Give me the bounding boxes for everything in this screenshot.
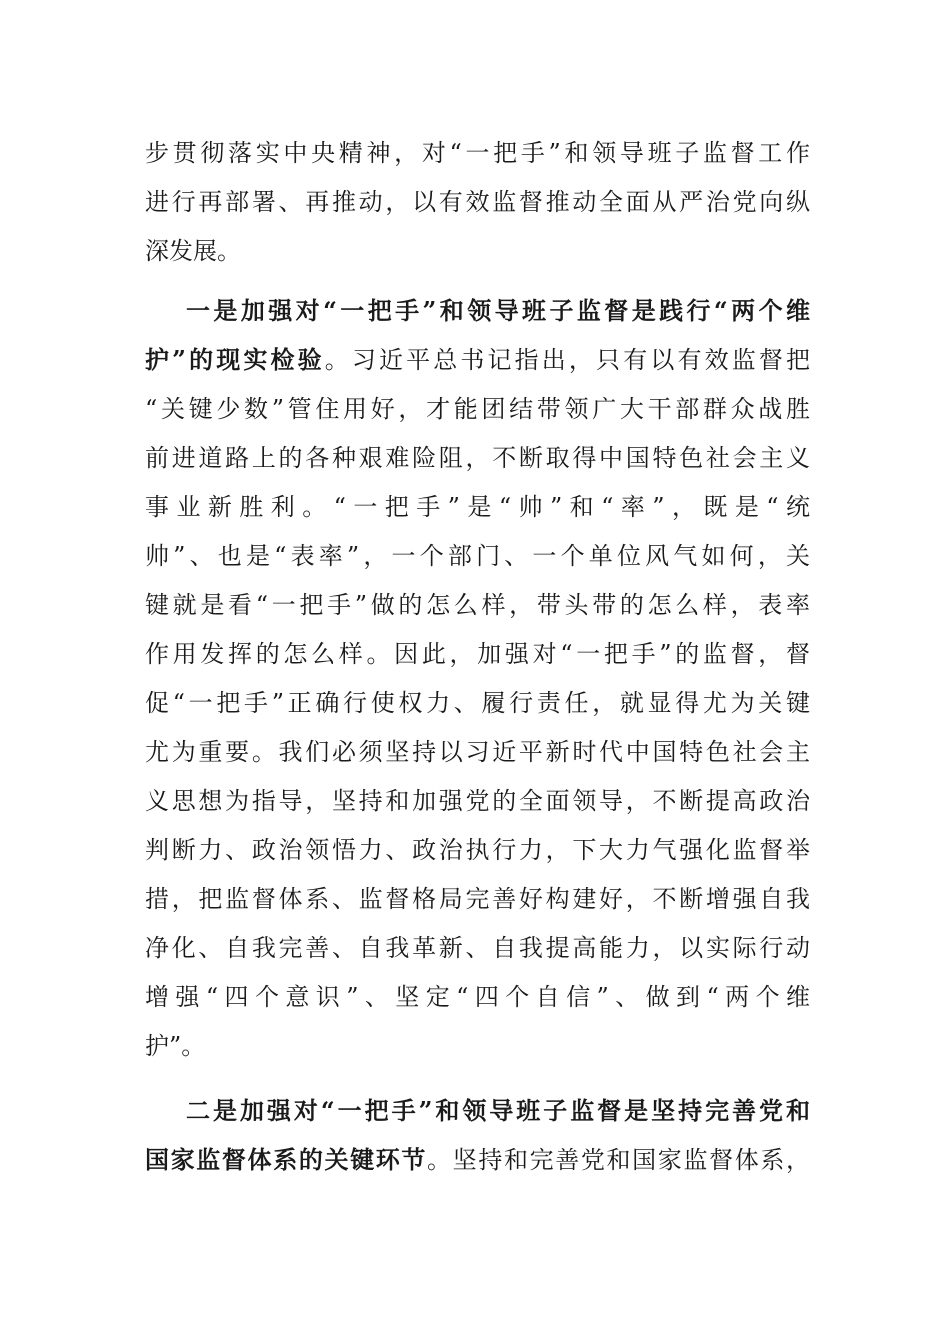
paragraph-2-line-13: 措，把监督体系、监督格局完善好构建好，不断增强自我 [145, 885, 810, 913]
paragraph-3-line-2 [145, 1140, 810, 1180]
paragraph-2-line-10: 尤为重要。我们必须坚持以习近平新时代中国特色社会主 [145, 738, 810, 766]
paragraph-2-line-4: 前进道路上的各种艰难险阻，不断取得中国特色社会主义 [145, 444, 810, 472]
paragraph-2-line-15: 增强“四个意识”、坚定“四个自信”、做到“两个维 [145, 983, 810, 1011]
paragraph-2-line-11: 义思想为指导，坚持和加强党的全面领导，不断提高政治 [145, 787, 810, 815]
paragraph-2-line-16: 护”。 [145, 1032, 206, 1060]
paragraph-3-line-2-text: 。坚持和完善党和国家监督体系， [427, 1146, 810, 1174]
paragraph-2-line-8: 作用发挥的怎么样。因此，加强对“一把手”的监督，督 [145, 640, 810, 668]
paragraph-2-line-7: 键就是看“一把手”做的怎么样，带头带的怎么样，表率 [145, 591, 810, 619]
paragraph-2-heading-end: 护”的现实检验 [145, 345, 325, 374]
paragraph-2-line-9: 促“一把手”正确行使权力、履行责任，就显得尤为关键 [145, 689, 810, 717]
paragraph-2-line-3: “关键少数”管住用好，才能团结带领广大干部群众战胜 [145, 395, 810, 423]
paragraph-2-heading-line-1: 一是加强对“一把手”和领导班子监督是践行“两个维 [186, 296, 810, 325]
paragraph-2-line-14: 净化、自我完善、自我革新、自我提高能力，以实际行动 [145, 934, 810, 962]
paragraph-2-line-5: 事业新胜利。“一把手”是“帅”和“率”，既是“统 [145, 493, 810, 521]
paragraph-2-line-2 [145, 340, 810, 380]
paragraph-3-heading-line-1: 二是加强对“一把手”和领导班子监督是坚持完善党和 [186, 1096, 810, 1125]
paragraph-2-line-6: 帅”、也是“表率”，一个部门、一个单位风气如何，关 [145, 542, 810, 570]
paragraph-2-line-2-text: 。习近平总书记指出，只有以有效监督把 [324, 346, 810, 374]
paragraph-2-line-12: 判断力、政治领悟力、政治执行力，下大力气强化监督举 [145, 836, 810, 864]
paragraph-1-line-2: 进行再部署、再推动，以有效监督推动全面从严治党向纵 [145, 188, 810, 216]
paragraph-3-heading-end: 国家监督体系的关键环节 [145, 1145, 428, 1174]
paragraph-1-line-3: 深发展。 [145, 237, 241, 265]
paragraph-1-line-1: 步贯彻落实中央精神，对“一把手”和领导班子监督工作 [145, 139, 810, 167]
